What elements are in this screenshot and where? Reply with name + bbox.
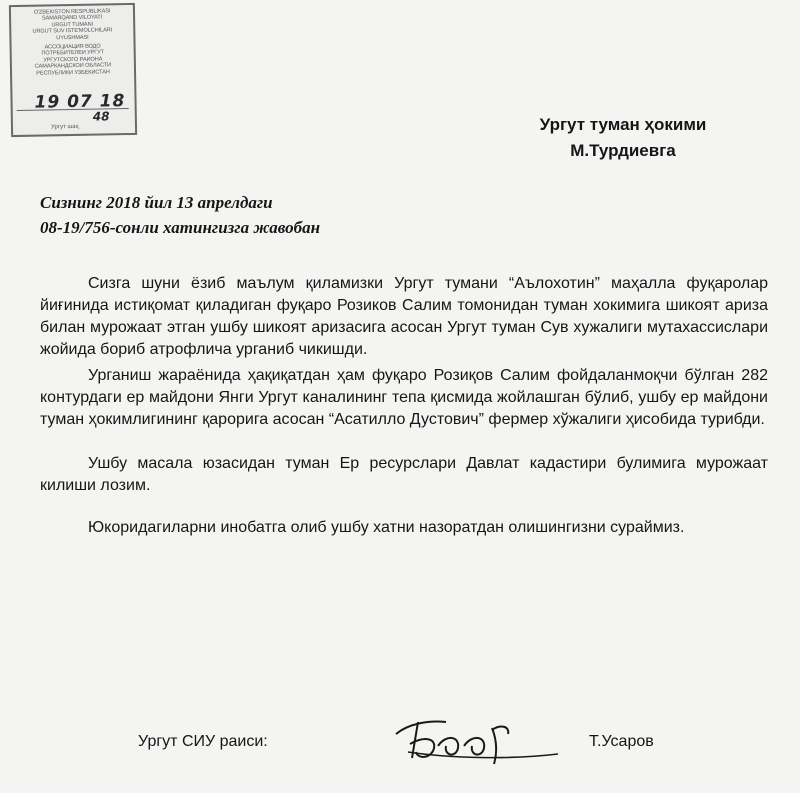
addressee-block — [488, 112, 758, 164]
body-paragraph: Урганиш жараёнида ҳақиқатдан ҳам фуқаро Розиқов Салим фойдаланмоқчи бўлган 282 контурдаги ер майдони Янги Ургут каналининг тепа қисмида жойлашган бўлиб, ушбу ер майдони туман ҳокимлигининг қарорига асосан “Асатилло Дустович” фермер хўжалиги ҳисобида турибди. — [40, 367, 768, 428]
stamp-line: АССОЦИАЦИЯ ВОДО — [44, 43, 101, 51]
addressee-name: М.Турдиевга — [570, 141, 676, 160]
stamp-footer: Ургут шаҳ — [50, 123, 79, 131]
stamp-number: 48 — [92, 109, 110, 124]
addressee-title: Ургут туман ҳокими — [539, 115, 707, 134]
registration-stamp — [9, 3, 137, 137]
stamp-line: O'ZBEKISTON RESPUBLIKASI — [33, 8, 111, 16]
reference-number: 08-19/756-сонли хатингизга жавобан — [40, 218, 321, 237]
stamp-line: УРГУТСКОГО РАЙОНА — [43, 56, 103, 64]
stamp-date: 19 07 18 — [34, 91, 126, 113]
body-paragraph: Ушбу масала юзасидан туман Ер ресурслари Давлат кадастири булимига мурожаат килиши лозим. — [40, 455, 768, 494]
body-paragraph: Сизга шуни ёзиб маълум қиламизки Ургут тумани “Аълохотин” маҳалла фуқаролар йиғинида истиқомат қиладиган фуқаро Розиков Салим томонидан туман хокимига шикоят ариза билан мурожаат этган ушбу шикоят аризасига асосан Ургут туман Сув хужалиги мутахассислари жойида бориб атрофлича урганиб чикишди. — [40, 275, 768, 358]
stamp-line: ПОТРЕБИТЕЛЕЙ УРГУТ — [41, 49, 105, 57]
reference-date: Сизнинг 2018 йил 13 апрелдаги — [40, 193, 273, 212]
stamp-line: РЕСПУБЛИКИ УЗБЕКИСТАН — [36, 69, 110, 77]
signatory-position: Ургут СИУ раиси: — [138, 733, 268, 750]
handwritten-signature — [388, 708, 564, 768]
reference-block — [40, 190, 320, 240]
stamp-line: UYUSHMASI — [56, 34, 89, 41]
stamp-line: SAMARQAND VILOYATI — [41, 14, 103, 22]
letter-body — [40, 273, 768, 539]
body-paragraph: Юкоридагиларни инобатга олиб ушбу хатни назоратдан олишингизни сураймиз. — [88, 519, 685, 536]
stamp-line: САМАРКАНДСКОЙ ОБЛАСТИ — [34, 62, 112, 70]
stamp-line: URGUT SUV ISTE'MOLCHILARI — [32, 27, 113, 35]
stamp-line: URGUT TUMANI — [51, 21, 93, 29]
signatory-name: Т.Усаров — [589, 733, 654, 750]
